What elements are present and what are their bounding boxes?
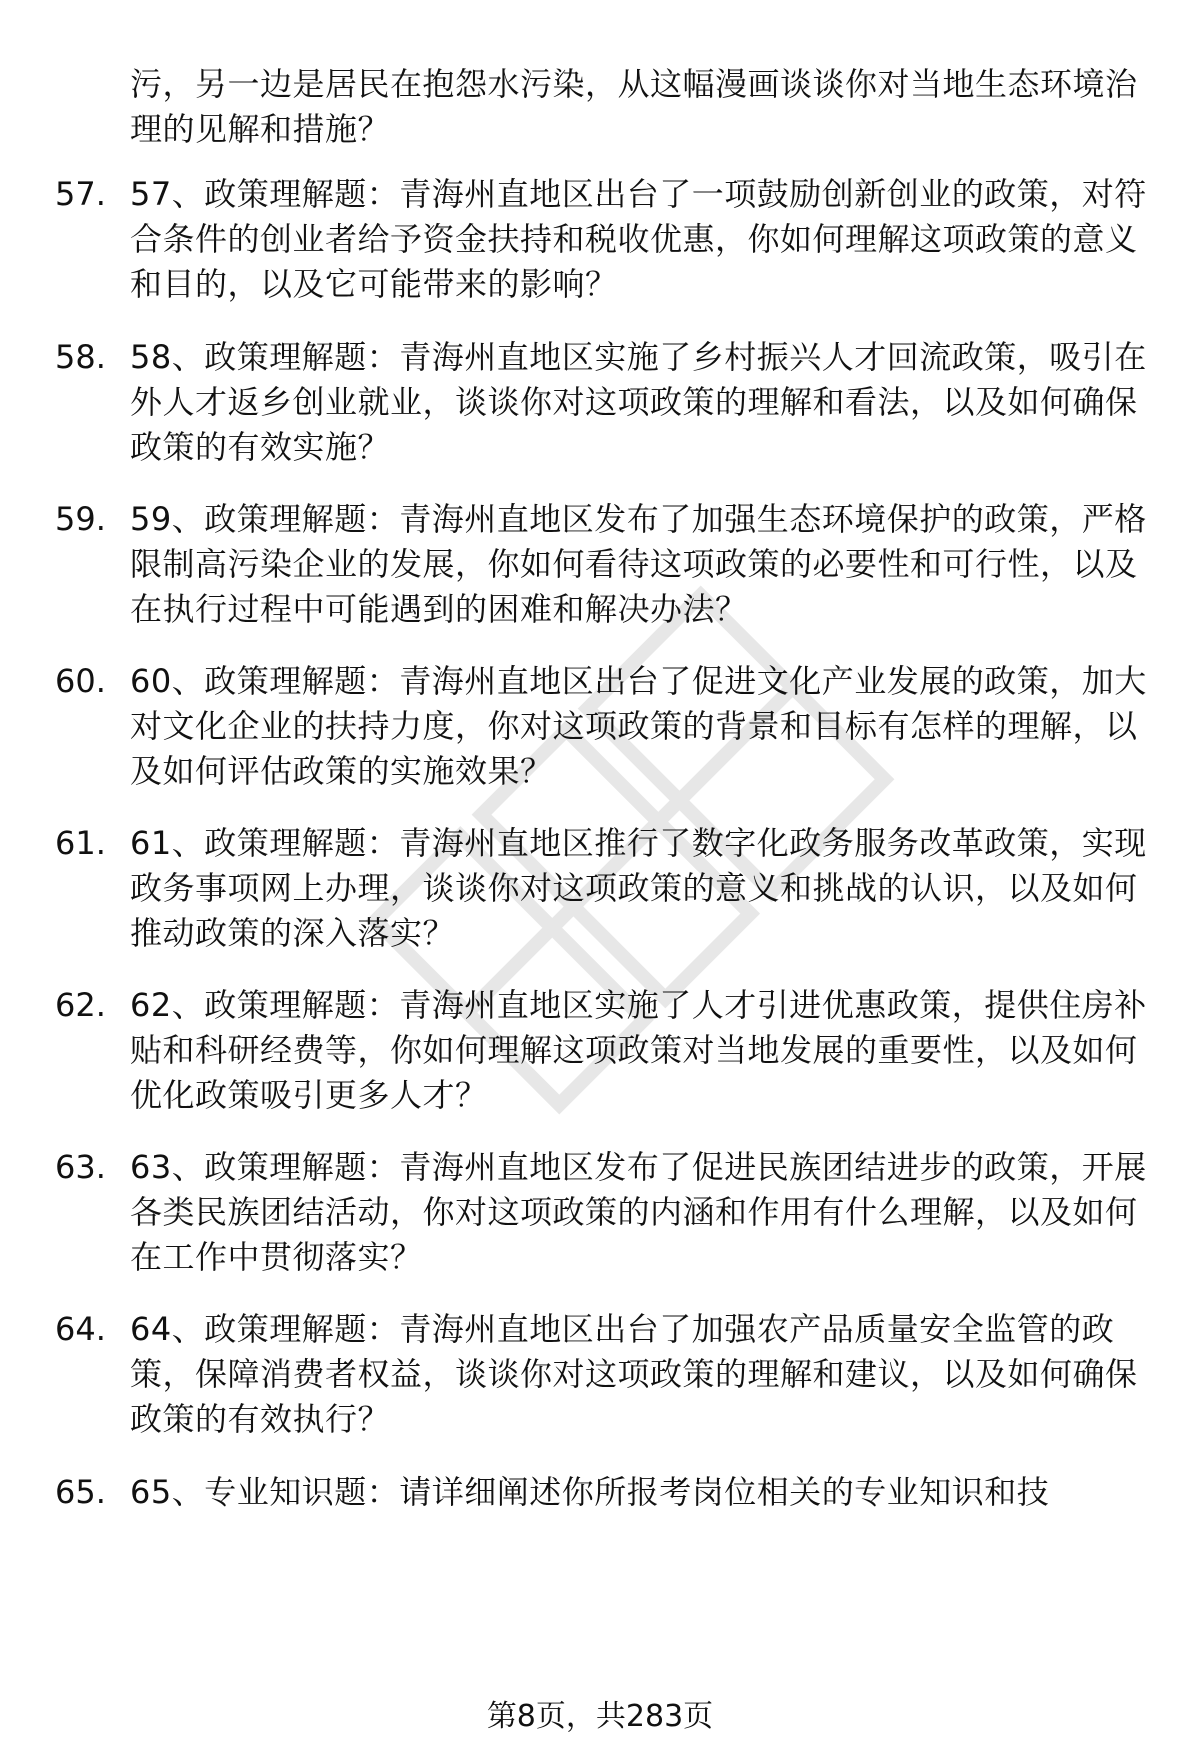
list-item-number: 62. (55, 986, 106, 1024)
list-item-number: 58. (55, 338, 106, 376)
list-item-number: 59. (55, 500, 106, 538)
list-item-number: 63. (55, 1148, 106, 1186)
list-item-text: 58、政策理解题：青海州直地区实施了乡村振兴人才回流政策，吸引在外人才返乡创业就业，谈谈你对这项政策的理解和看法，以及如何确保政策的有效实施？ (130, 338, 1147, 466)
list-item-text: 63、政策理解题：青海州直地区发布了促进民族团结进步的政策，开展各类民族团结活动，你对这项政策的内涵和作用有什么理解，以及如何在工作中贯彻落实？ (130, 1148, 1147, 1276)
list-item-number: 57. (55, 175, 106, 213)
list-item-text: 57、政策理解题：青海州直地区出台了一项鼓励创新创业的政策，对符合条件的创业者给予资金扶持和税收优惠，你如何理解这项政策的意义和目的，以及它可能带来的影响？ (130, 175, 1147, 303)
list-item-number: 65. (55, 1473, 106, 1511)
list-item-text: 59、政策理解题：青海州直地区发布了加强生态环境保护的政策，严格限制高污染企业的发展，你如何看待这项政策的必要性和可行性，以及在执行过程中可能遇到的困难和解决办法？ (130, 500, 1147, 628)
list-item-text: 61、政策理解题：青海州直地区推行了数字化政务服务改革政策，实现政务事项网上办理，谈谈你对这项政策的意义和挑战的认识，以及如何推动政策的深入落实？ (130, 824, 1147, 952)
continuation-paragraph: 污，另一边是居民在抱怨水污染，从这幅漫画谈谈你对当地生态环境治理的见解和措施？ (130, 65, 1138, 148)
list-item-number: 60. (55, 662, 106, 700)
list-item-text: 65、专业知识题：请详细阐述你所报考岗位相关的专业知识和技 (130, 1473, 1050, 1511)
list-item-number: 64. (55, 1310, 106, 1348)
list-item-text: 60、政策理解题：青海州直地区出台了促进文化产业发展的政策，加大对文化企业的扶持力度，你对这项政策的背景和目标有怎样的理解，以及如何评估政策的实施效果？ (130, 662, 1147, 790)
page-number-footer: 第8页，共283页 (486, 1699, 714, 1734)
list-item-text: 64、政策理解题：青海州直地区出台了加强农产品质量安全监管的政策，保障消费者权益，谈谈你对这项政策的理解和建议，以及如何确保政策的有效执行？ (130, 1310, 1138, 1438)
list-item-number: 61. (55, 824, 106, 862)
list-item-text: 62、政策理解题：青海州直地区实施了人才引进优惠政策，提供住房补贴和科研经费等，你如何理解这项政策对当地发展的重要性，以及如何优化政策吸引更多人才？ (130, 986, 1147, 1114)
